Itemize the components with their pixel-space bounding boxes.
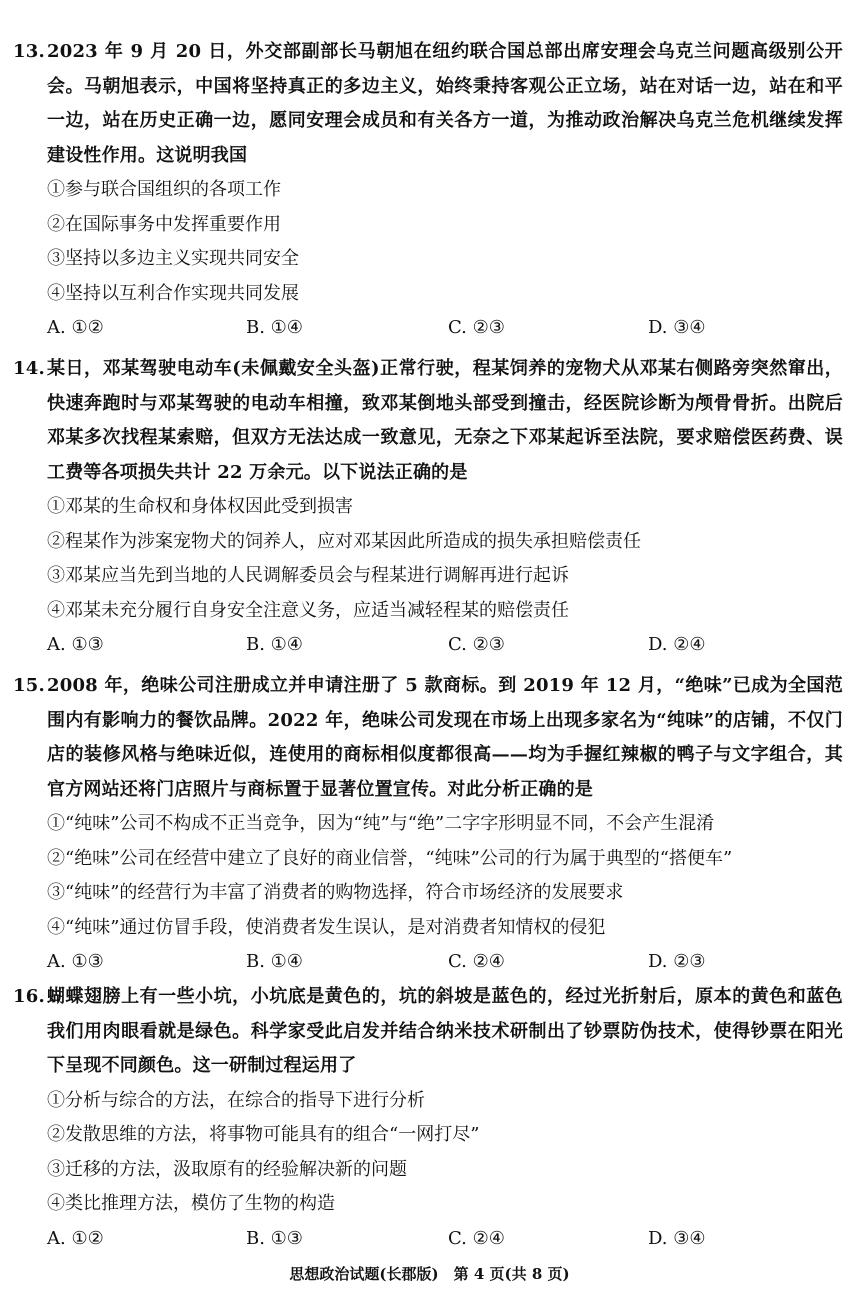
choice-a: A. ①② — [47, 1227, 104, 1249]
choice-c: C. ②③ — [448, 634, 505, 655]
statement-3: ③“纯味”的经营行为丰富了消费者的购物选择，符合市场经济的发展要求 — [47, 882, 624, 903]
question-text: 2008 年，绝味公司注册成立并申请注册了 5 款商标。到 2019 年 12 月，“绝味”已成为全国范围内有影响力的餐饮品牌。2022 年，绝味公司发现在市场上出现多家名为“纯味”的店铺，不仅门店的装修风格与绝味近似，连使用的商标相似度都很高——均为手握红辣椒的鸭子与文字组合，其官方网站还将门店照片与商标置于显著位置宣传。对此分析正确的是 — [47, 675, 843, 800]
question-text: 蝴蝶翅膀上有一些小坑，小坑底是黄色的，坑的斜坡是蓝色的，经过光折射后，原本的黄色和蓝色我们用肉眼看就是绿色。科学家受此启发并结合纳米技术研制出了钞票防伪技术，使得钞票在阳光下呈现不同颜色。这一研制过程运用了 — [47, 986, 843, 1076]
choice-c: C. ②④ — [448, 1227, 505, 1249]
question-number: 14. — [13, 358, 45, 379]
question-number: 13. — [13, 41, 45, 62]
choice-a: A. ①② — [47, 317, 104, 338]
choice-b: B. ①④ — [246, 634, 303, 655]
statement-3: ③邓某应当先到当地的人民调解委员会与程某进行调解再进行起诉 — [47, 565, 569, 586]
question-stem — [0, 980, 859, 1084]
answer-choices — [0, 628, 859, 663]
statement-4: ④类比推理方法，模仿了生物的构造 — [47, 1193, 335, 1214]
choice-b: B. ①③ — [246, 1227, 303, 1249]
page-footer: 思想政治试题(长郡版) 第 4 页(共 8 页) — [289, 1265, 570, 1283]
statement-1: ①参与联合国组织的各项工作 — [47, 179, 281, 200]
question-14 — [0, 352, 859, 663]
statement-2: ②在国际事务中发挥重要作用 — [47, 213, 281, 235]
choice-c: C. ②④ — [448, 951, 505, 972]
choice-b: B. ①④ — [246, 317, 303, 338]
question-16 — [0, 980, 859, 1256]
choice-d: D. ②④ — [648, 634, 706, 655]
choice-a: A. ①③ — [47, 634, 104, 655]
statement-3: ③迁移的方法，汲取原有的经验解决新的问题 — [47, 1158, 407, 1180]
statement-1: ①邓某的生命权和身体权因此受到损害 — [47, 496, 353, 517]
statement-1: ①“纯味”公司不构成不正当竞争，因为“纯”与“绝”二字字形明显不同，不会产生混淆 — [47, 813, 715, 834]
question-15 — [0, 669, 859, 980]
answer-choices — [0, 311, 859, 346]
answer-choices — [0, 1222, 859, 1257]
question-number: 16. — [13, 986, 45, 1007]
question-stem — [0, 352, 859, 490]
statement-4: ④邓某未充分履行自身安全注意义务，应适当减轻程某的赔偿责任 — [47, 599, 569, 621]
statement-2: ②发散思维的方法，将事物可能具有的组合“一网打尽” — [47, 1124, 480, 1145]
question-number: 15. — [13, 675, 45, 696]
statement-1: ①分析与综合的方法，在综合的指导下进行分析 — [47, 1089, 425, 1111]
choice-a: A. ①③ — [47, 951, 104, 972]
answer-choices — [0, 945, 859, 980]
question-stem — [0, 669, 859, 807]
statement-2: ②程某作为涉案宠物犬的饲养人，应对邓某因此所造成的损失承担赔偿责任 — [47, 530, 641, 552]
question-text: 2023 年 9 月 20 日，外交部副部长马朝旭在纽约联合国总部出席安理会乌克兰问题高级别公开会。马朝旭表示，中国将坚持真正的多边主义，始终秉持客观公正立场，站在对话一边，站在和平一边，站在历史正确一边，愿同安理会成员和有关各方一道，为推动政治解决乌克兰危机继续发挥建设性作用。这说明我国 — [47, 41, 843, 166]
statement-4: ④坚持以互利合作实现共同发展 — [47, 282, 299, 304]
question-text: 某日，邓某驾驶电动车(未佩戴安全头盔)正常行驶，程某饲养的宠物犬从邓某右侧路旁突然窜出，快速奔跑时与邓某驾驶的电动车相撞，致邓某倒地头部受到撞击，经医院诊断为颅骨骨折。出院后邓某多次找程某索赔，但双方无法达成一致意见，无奈之下邓某起诉至法院，要求赔偿医药费、误工费等各项损失共计 22 万余元。以下说法正确的是 — [47, 358, 843, 483]
choice-b: B. ①④ — [246, 951, 303, 972]
question-13 — [0, 35, 859, 346]
choice-c: C. ②③ — [448, 317, 505, 338]
statement-3: ③坚持以多边主义实现共同安全 — [47, 248, 299, 269]
statement-4: ④“纯味”通过仿冒手段，使消费者发生误认，是对消费者知情权的侵犯 — [47, 916, 606, 938]
statement-2: ②“绝味”公司在经营中建立了良好的商业信誉，“纯味”公司的行为属于典型的“搭便车” — [47, 847, 733, 869]
choice-d: D. ②③ — [648, 951, 706, 972]
question-stem — [0, 35, 859, 173]
choice-d: D. ③④ — [648, 1227, 706, 1249]
choice-d: D. ③④ — [648, 317, 706, 338]
